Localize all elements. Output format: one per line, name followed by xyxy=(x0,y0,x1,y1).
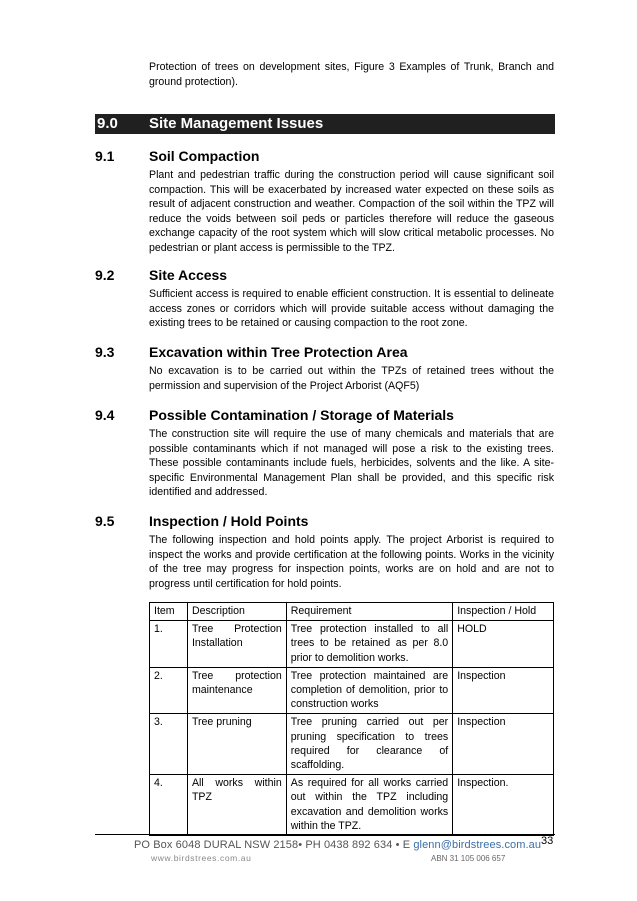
table-cell: Inspection. xyxy=(453,775,554,836)
section-heading-bar xyxy=(95,114,555,134)
subsection-number: 9.5 xyxy=(95,513,115,529)
table-cell: Tree protection maintenance xyxy=(187,667,286,714)
table-cell: Inspection xyxy=(453,667,554,714)
table-cell: 4. xyxy=(150,775,188,836)
footer-abn: ABN 31 105 006 657 xyxy=(431,854,506,863)
subsection-title: Inspection / Hold Points xyxy=(149,513,309,529)
page-number: 33 xyxy=(541,835,554,847)
table-row xyxy=(150,621,554,668)
table-cell: Tree pruning xyxy=(187,714,286,775)
subsection-number: 9.4 xyxy=(95,407,115,423)
subsection-body: Sufficient access is required to enable efficient construction. It is essential to delineate access zones or corridors which will provide suitable access without damaging the existing trees to be retained or causing compaction to the root zone. xyxy=(149,288,554,330)
table-header-cell: Requirement xyxy=(286,603,452,621)
subsection-title: Site Access xyxy=(149,267,228,283)
table-row xyxy=(150,714,554,775)
footer-website-link[interactable]: www.birdstrees.com.au xyxy=(151,853,252,863)
subsection-number: 9.1 xyxy=(95,148,115,164)
inspection-hold-table xyxy=(149,602,554,836)
table-cell: 3. xyxy=(150,714,188,775)
footer-address: PO Box 6048 DURAL NSW 2158• PH 0438 892 634 • E xyxy=(134,839,411,851)
subsection-number: 9.2 xyxy=(95,267,115,283)
footer-contact xyxy=(134,839,541,851)
table-cell: 2. xyxy=(150,667,188,714)
table-cell: All works within TPZ xyxy=(187,775,286,836)
table-cell: HOLD xyxy=(453,621,554,668)
subsection-body: The construction site will require the use of many chemicals and materials that are possible contaminants which if not managed will pose a risk to the existing trees. These possible contaminants include fuels, herbicides, solvents and the like. A site-specific Environmental Management Plan shall be provided, and this specific risk identified and addressed. xyxy=(149,428,554,499)
subsection-number: 9.3 xyxy=(95,344,115,360)
table-header-cell: Inspection / Hold xyxy=(453,603,554,621)
table-row xyxy=(150,775,554,836)
table-cell: Tree Protection Installation xyxy=(187,621,286,668)
table-cell: Tree pruning carried out per pruning specification to trees required for clearance of scaffolding. xyxy=(286,714,452,775)
table-cell: As required for all works carried out within the TPZ including excavation and demolition works within the TPZ. xyxy=(286,775,452,836)
subsection-title: Possible Contamination / Storage of Materials xyxy=(149,407,454,423)
table-cell: Inspection xyxy=(453,714,554,775)
section-number: 9.0 xyxy=(97,115,118,132)
subsection-body: Plant and pedestrian traffic during the construction period will cause significant soil compaction. This will be exacerbated by increased water expected on these soils as result of adjacent construction and weather. Compaction of the soil within the TPZ will reduce the voids between soil peds or particles therefore will reduce the gaseous exchange capacity of the root system which will slow critical metabolic processes. No pedestrian or plant access is permissible to the TPZ. xyxy=(149,169,554,254)
intro-paragraph: Protection of trees on development sites, Figure 3 Examples of Trunk, Branch and ground protection). xyxy=(149,61,554,88)
table-header-row xyxy=(150,603,554,621)
table-header-cell: Item xyxy=(150,603,188,621)
subsection-title: Excavation within Tree Protection Area xyxy=(149,344,408,360)
section-title: Site Management Issues xyxy=(149,115,324,132)
table-header-cell: Description xyxy=(187,603,286,621)
table-row xyxy=(150,667,554,714)
table-cell: 1. xyxy=(150,621,188,668)
subsection-body: No excavation is to be carried out within the TPZs of retained trees without the permission and supervision of the Project Arborist (AQF5) xyxy=(149,365,554,392)
table-cell: Tree protection installed to all trees to be retained as per 8.0 prior to demolition works. xyxy=(286,621,452,668)
subsection-title: Soil Compaction xyxy=(149,148,260,164)
footer-divider xyxy=(95,834,555,835)
subsection-body: The following inspection and hold points apply. The project Arborist is required to inspect the works and provide certification at the following points. Works in the vicinity of the tree may progress for inspection points, works are on hold and are not to progress until certification for hold points. xyxy=(149,534,554,590)
footer-email-link[interactable]: glenn@birdstrees.com.au xyxy=(413,839,542,851)
table-cell: Tree protection maintained are completion of demolition, prior to construction works xyxy=(286,667,452,714)
